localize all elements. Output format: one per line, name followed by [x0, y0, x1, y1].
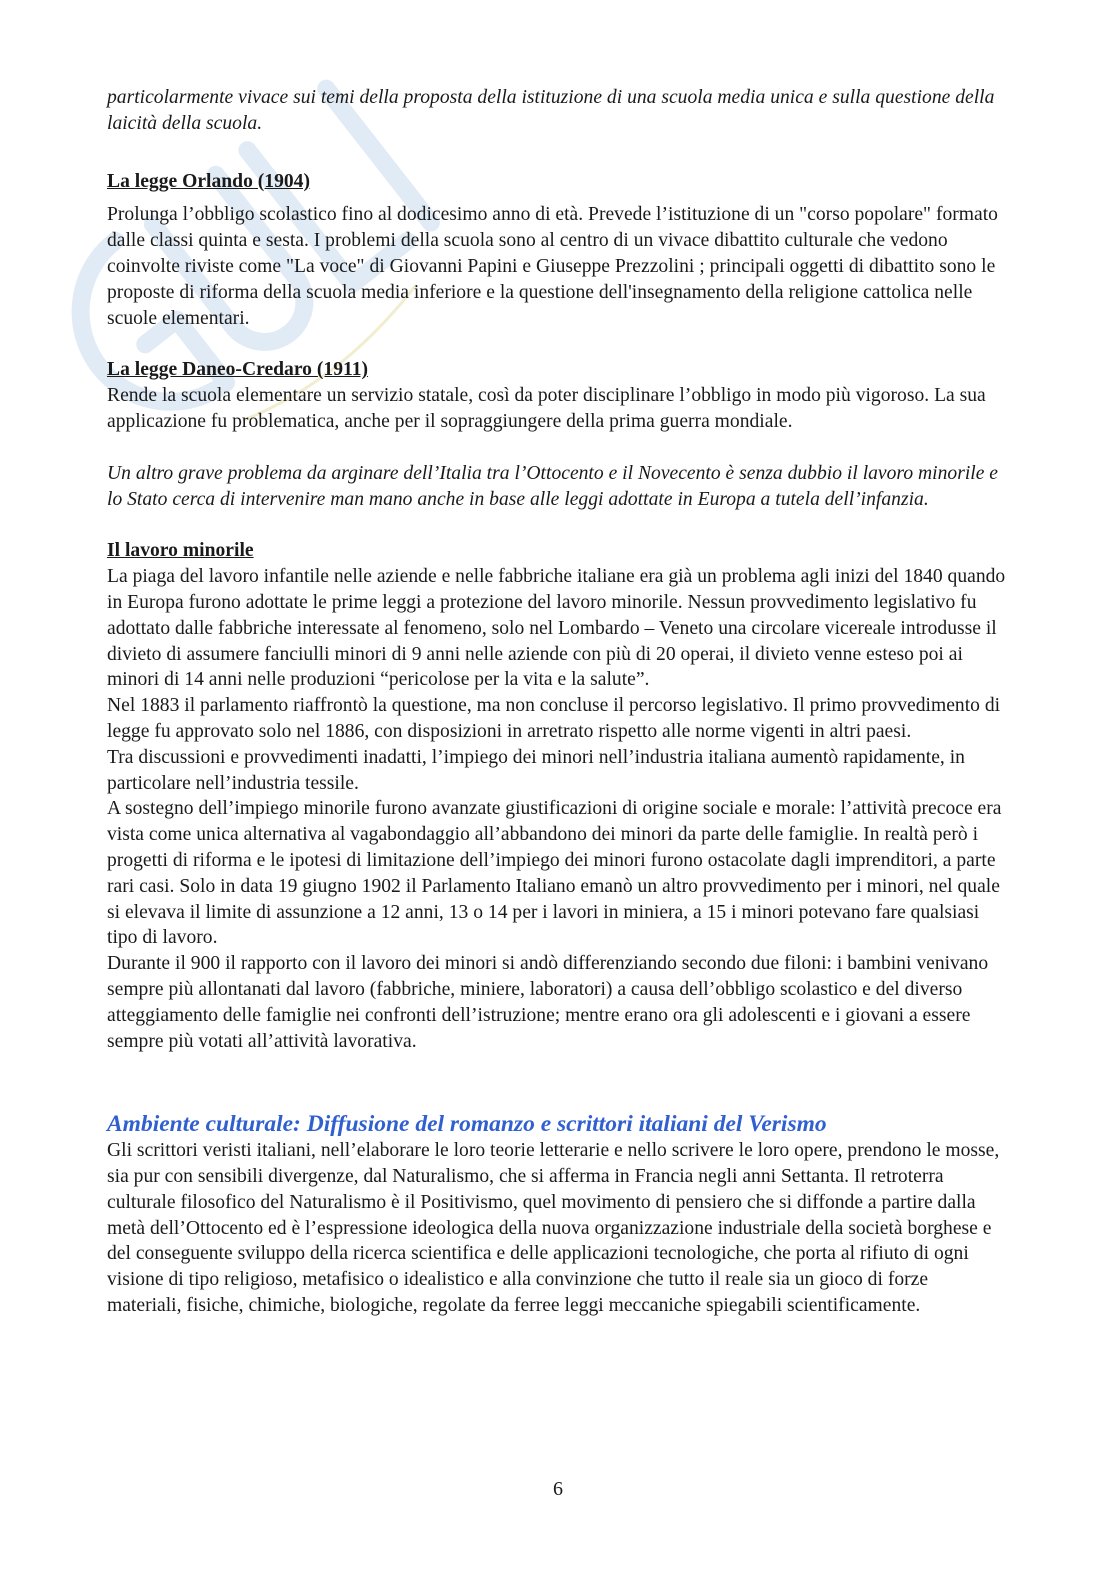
lavoro-paragraph-4: A sostegno dell’impiego minorile furono avanzate giustificazioni di origine sociale e morale: l’attività precoce era vista come unica alternativa al vagabondaggio all’abbandono dei minori da parte delle famiglie. In realtà però i progetti di riforma e le ipotesi di limitazione dell’impiego dei minori furono ostacolate dagli imprenditori, a parte rari casi. Solo in data 19 giugno 1902 il Parlamento Italiano emanò un altro provvedimento per i minori, nel quale si elevava il limite di assunzione a 12 anni, 13 o 14 per i lavori in miniera, a 15 i minori potevano fare qualsiasi tipo di lavoro. — [107, 798, 1002, 949]
ambiente-section-title: Ambiente culturale: Diffusione del romanzo e scrittori italiani del Verismo — [107, 1111, 827, 1138]
orlando-paragraph: Prolunga l’obbligo scolastico fino al dodicesimo anno di età. Prevede l’istituzione di un "corso popolare" formato dalle classi quinta e sesta. I problemi della scuola sono al centro di un vivace dibattito culturale che vedono coinvolte riviste come "La voce" di Giovanni Papini e Giuseppe Prezzolini ; principali oggetti di dibattito sono le proposte di riforma della scuola media inferiore e la questione dell'insegnamento della religione cattolica nelle scuole elementari. — [107, 204, 998, 329]
lavoro-paragraph-1: La piaga del lavoro infantile nelle aziende e nelle fabbriche italiane era già un problema agli inizi del 1840 quando in Europa furono adottate le prime leggi a protezione del lavoro minorile. Nessun provvedimento legislativo fu adottato dalle fabbriche interessate al fenomeno, solo nel Lombardo – Veneto una circolare vicereale introdusse il divieto di assumere fanciulli minori di 9 anni nelle aziende con più di 20 operai, il divieto venne esteso poi ai minori di 14 anni nelle produzioni “pericolose per la vita e la salute”. — [107, 566, 1006, 691]
lavoro-paragraph-2: Nel 1883 il parlamento riaffrontò la questione, ma non concluse il percorso legislativo. Il primo provvedimento di legge fu approvato solo nel 1886, con disposizioni in arretrato rispetto alle norme vigenti in altri paesi. — [107, 695, 1001, 742]
ambiente-paragraph: Gli scrittori veristi italiani, nell’elaborare le loro teorie letterarie e nello scrivere le loro opere, prendono le mosse, sia pur con sensibili divergenze, dal Naturalismo, che si afferma in Francia negli anni Settanta. Il retroterra culturale filosofico del Naturalismo è il Positivismo, quel movimento di pensiero che si diffonde a partire dalla metà dell’Ottocento ed è l’espressione ideologica della nuova organizzazione industriale della società borghese e del conseguente sviluppo della ricerca scientifica e delle applicazioni tecnologiche, che porta al rifiuto di ogni visione di tipo religioso, metafisico o idealistico e alla convinzione che tutto il reale sia un gioco di forze materiali, fisiche, chimiche, biologiche, regolate da ferree leggi meccaniche spiegabili scientificamente. — [107, 1140, 1000, 1317]
daneo-paragraph: Rende la scuola elementare un servizio statale, così da poter disciplinare l’obbligo in modo più vigoroso. La sua applicazione fu problematica, anche per il sopraggiungere della prima guerra mondiale. — [107, 385, 986, 432]
lavoro-paragraph-5: Durante il 900 il rapporto con il lavoro dei minori si andò differenziando secondo due filoni: i bambini venivano sempre più allontanati dal lavoro (fabbriche, miniere, laboratori) a causa dell’obbligo scolastico e del diverso atteggiamento delle famiglie nei confronti dell’istruzione; mentre erano ora gli adolescenti e i giovani a essere sempre più votati all’attività lavorativa. — [107, 953, 989, 1052]
italic-note-paragraph: Un altro grave problema da arginare dell’Italia tra l’Ottocento e il Novecento è senza dubbio il lavoro minorile e lo Stato cerca di intervenire man mano anche in base alle leggi adottate in Europa a tutela dell’infanzia. — [107, 462, 999, 510]
page-number: 6 — [553, 1478, 563, 1500]
lavoro-paragraph-3: Tra discussioni e provvedimenti inadatti, l’impiego dei minori nell’industria italiana aumentò rapidamente, in particolare nell’industria tessile. — [107, 746, 965, 794]
daneo-heading: La legge Daneo-Credaro (1911) — [107, 359, 369, 381]
lavoro-heading: Il lavoro minorile — [107, 540, 254, 562]
intro-paragraph: particolarmente vivace sui temi della proposta della istituzione di una scuola media unica e sulla questione della laicità della scuola. — [107, 87, 995, 134]
orlando-heading: La legge Orlando (1904) — [107, 170, 310, 192]
document-body — [107, 85, 1007, 1319]
